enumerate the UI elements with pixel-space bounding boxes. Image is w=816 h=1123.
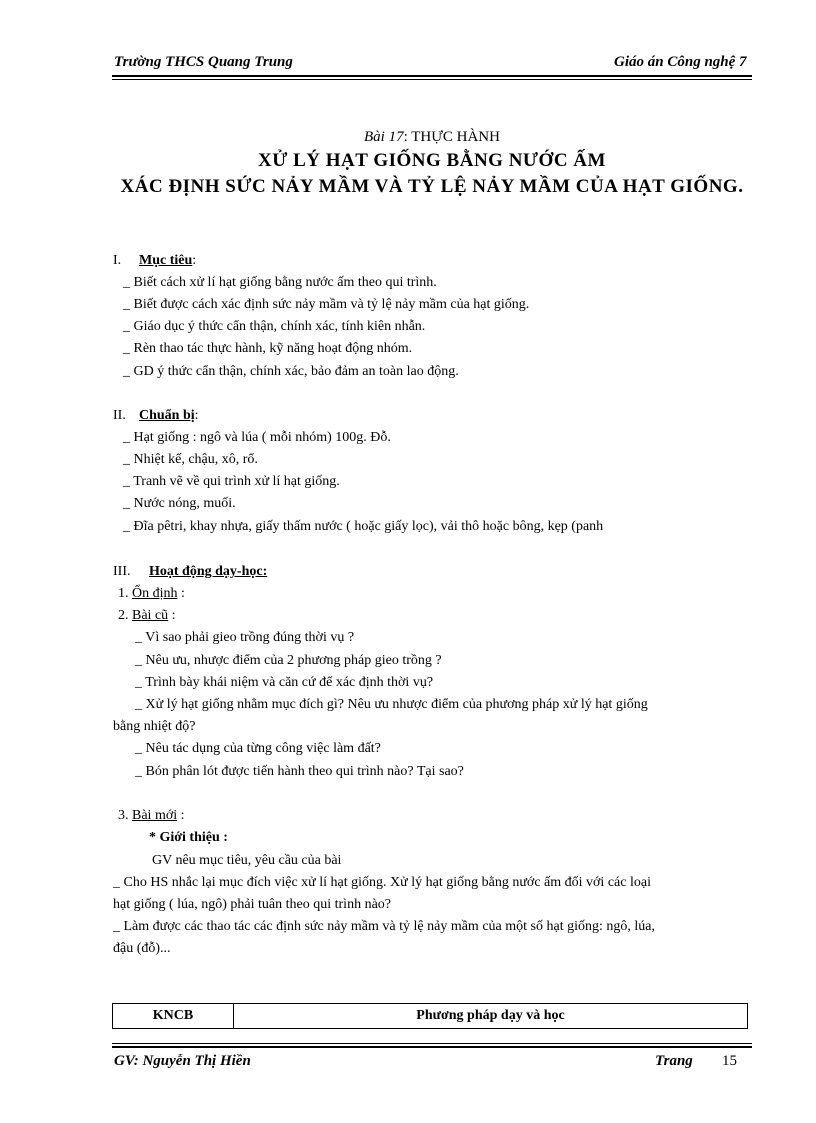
header-school: Trường THCS Quang Trung: [114, 54, 293, 70]
section-2-number: II.: [113, 408, 126, 423]
intro-label: * Giới thiệu :: [149, 830, 228, 845]
header-rule: [112, 75, 752, 77]
subsection-3-colon: :: [177, 808, 185, 823]
review-question-cont: bằng nhiệt độ?: [113, 719, 196, 734]
subsection-1-title: Ổn định: [132, 586, 178, 601]
footer-page-number: 15: [722, 1053, 737, 1069]
review-question: _ Nêu tác dụng của từng công việc làm đất?: [135, 741, 381, 756]
intro-text: GV nêu mục tiêu, yêu cầu của bài: [152, 853, 342, 868]
subsection-1: [118, 586, 185, 602]
section-2-item: _ Tranh vẽ về qui trình xử lí hạt giống.: [123, 474, 340, 489]
section-1-number: I.: [113, 253, 122, 268]
lesson-paragraph: hạt giống ( lúa, ngô) phải tuân theo qui trình nào?: [113, 897, 391, 912]
table-header-kncb: KNCB: [113, 1004, 234, 1029]
lesson-paragraph: _ Làm được các thao tác các định sức nảy mầm và tỷ lệ nảy mầm của một số hạt giống: ngô, lúa,: [113, 919, 655, 934]
review-question: _ Vì sao phải gieo trồng đúng thời vụ ?: [135, 630, 355, 645]
subsection-2-colon: :: [168, 608, 176, 623]
footer-teacher: GV: Nguyễn Thị Hiền: [114, 1053, 251, 1069]
footer-rule-thin: [112, 1043, 752, 1044]
table-header-row: [113, 1004, 748, 1029]
review-question: _ Xử lý hạt giống nhằm mục đích gì? Nêu ưu nhược điểm của phương pháp xử lý hạt giống: [135, 697, 648, 712]
review-question: _ Nêu ưu, nhược điểm của 2 phương pháp gieo trồng ?: [135, 653, 442, 668]
section-1-heading: [113, 253, 196, 269]
lesson-heading: [112, 129, 752, 146]
subsection-2: [118, 608, 176, 624]
lesson-title-2: XÁC ĐỊNH SỨC NẢY MẦM VÀ TỶ LỆ NẢY MẦM CỦA HẠT GIỐNG.: [120, 176, 744, 197]
section-3-title: Hoạt động dạy-học:: [149, 564, 268, 579]
footer-rule: [112, 1046, 752, 1048]
section-1-colon: :: [192, 253, 197, 268]
footer-page-label: Trang: [655, 1053, 693, 1069]
section-2-item: _ Nước nóng, muối.: [123, 496, 236, 511]
lesson-paragraph: đậu (đỗ)...: [113, 941, 171, 956]
subsection-2-title: Bài cũ: [132, 608, 169, 623]
section-2-item: _ Hạt giống : ngô và lúa ( mỗi nhóm) 100g. Đỗ.: [123, 430, 391, 445]
section-1-item: _ GD ý thức cẩn thận, chính xác, bảo đảm an toàn lao động.: [123, 364, 459, 379]
subsection-3-number: 3.: [118, 808, 132, 823]
section-2-item: _ Nhiệt kế, chậu, xô, rổ.: [123, 452, 258, 467]
activity-table: [112, 1003, 748, 1029]
section-1-item: _ Giáo dục ý thức cẩn thận, chính xác, tính kiên nhẫn.: [123, 319, 426, 334]
section-2-title: Chuẩn bị: [139, 408, 195, 423]
subsection-1-colon: :: [177, 586, 185, 601]
section-2-item: _ Đĩa pêtri, khay nhựa, giấy thấm nước ( hoặc giấy lọc), vải thô hoặc bông, kẹp (panh: [123, 519, 604, 534]
subsection-3: [118, 808, 185, 824]
section-2-heading: [113, 408, 199, 424]
section-1-title: Mục tiêu: [139, 253, 193, 268]
table-header-methods: Phương pháp dạy và học: [234, 1004, 748, 1029]
lesson-paragraph: _ Cho HS nhắc lại mục đích việc xử lí hạt giống. Xử lý hạt giống bằng nước ấm đối với các loại: [113, 875, 651, 890]
section-1-item: _ Rèn thao tác thực hành, kỹ năng hoạt động nhóm.: [123, 341, 413, 356]
lesson-title-1: XỬ LÝ HẠT GIỐNG BẰNG NƯỚC ẤM: [258, 150, 606, 171]
lesson-number: Bài 17: [364, 129, 404, 145]
subsection-1-number: 1.: [118, 586, 132, 601]
section-3-heading: [113, 564, 267, 580]
subsection-2-number: 2.: [118, 608, 132, 623]
review-question: _ Bón phân lót được tiến hành theo qui trình nào? Tại sao?: [135, 764, 464, 779]
subsection-3-title: Bài mới: [132, 808, 178, 823]
review-question: _ Trình bày khái niệm và căn cứ để xác định thời vụ?: [135, 675, 434, 690]
section-2-colon: :: [194, 408, 199, 423]
section-1-item: _ Biết cách xử lí hạt giống bằng nước ấm theo qui trình.: [123, 275, 437, 290]
section-3-number: III.: [113, 564, 131, 579]
header-subject: Giáo án Công nghệ 7: [614, 54, 747, 70]
header-rule-thin: [112, 79, 752, 80]
lesson-label: : THỰC HÀNH: [403, 129, 500, 145]
section-1-item: _ Biết được cách xác định sức nảy mầm và tỷ lệ nảy mầm của hạt giống.: [123, 297, 530, 312]
